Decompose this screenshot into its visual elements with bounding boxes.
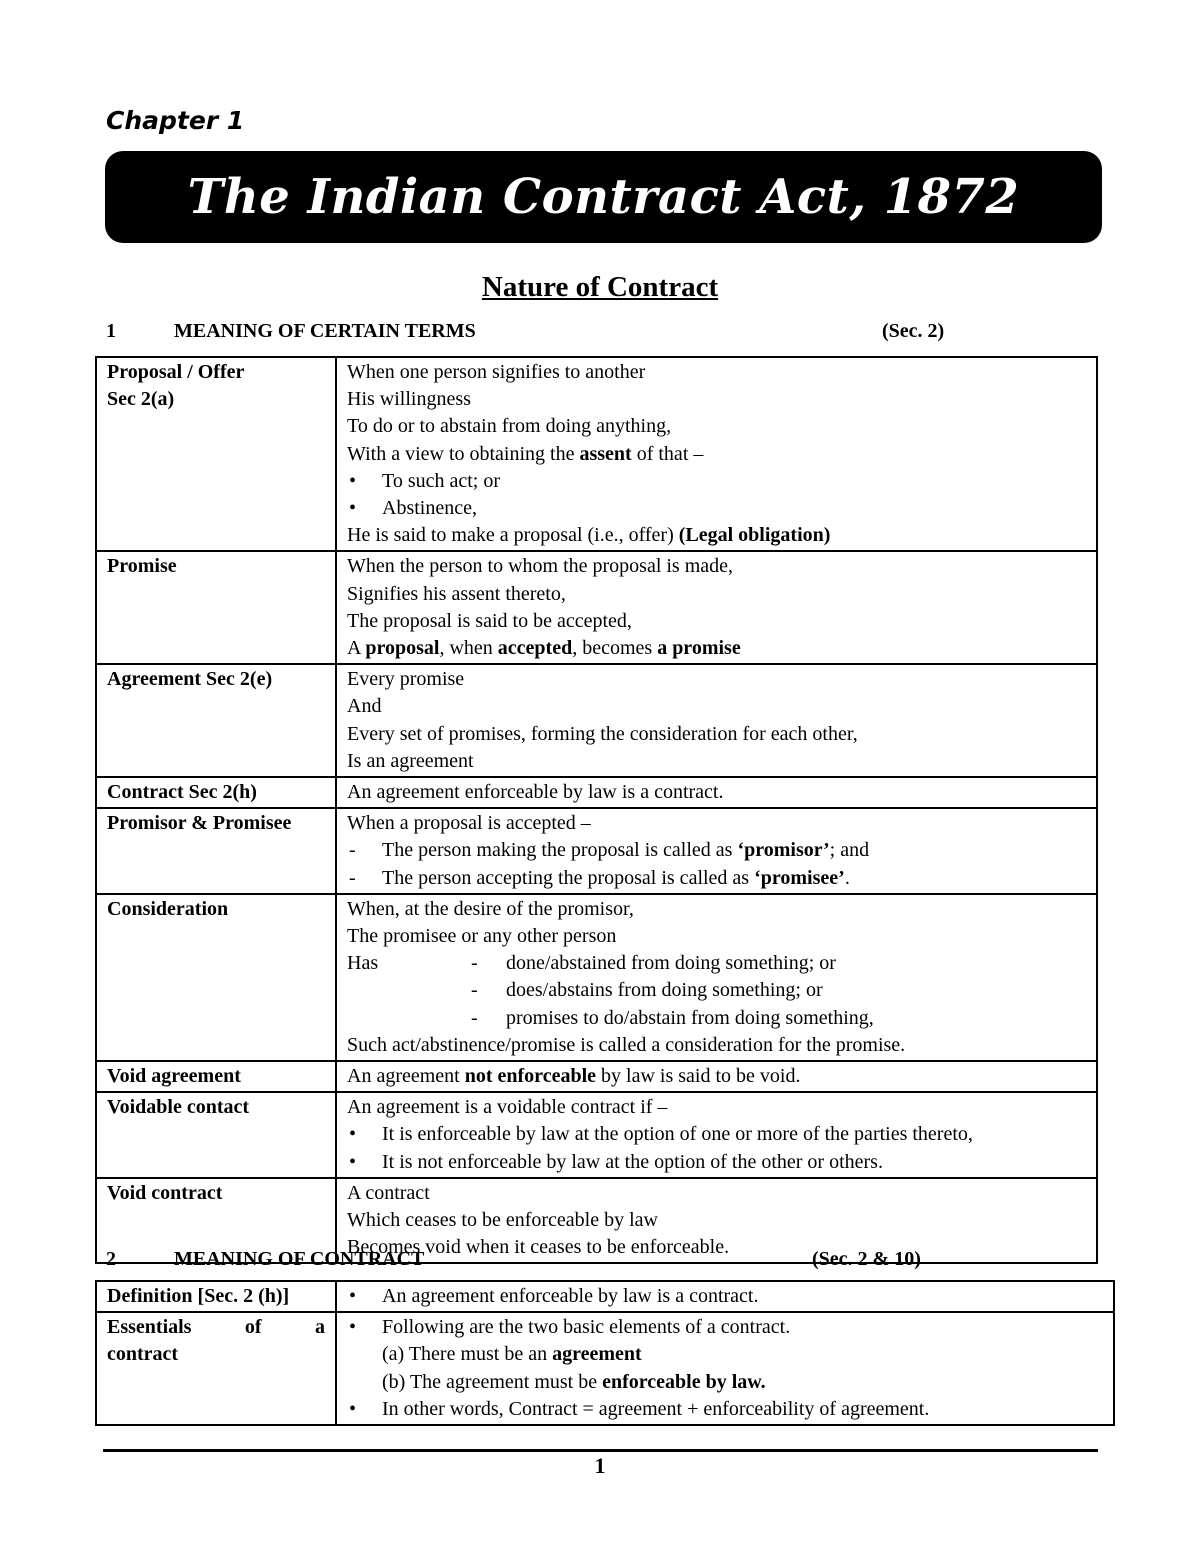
definition-line: With a view to obtaining the assent of that – [347, 442, 704, 465]
bullet-item: • Following are the two basic elements of a contract. [347, 1314, 1103, 1341]
bullet-icon: • [349, 1150, 357, 1173]
term-label-continued: contract [107, 1343, 179, 1366]
definition-line: The promisee or any other person [347, 925, 617, 948]
table-row [96, 1281, 1114, 1312]
definition-line: To do or to abstain from doing anything, [347, 415, 672, 438]
term-label: Promise [107, 555, 177, 578]
bullet-icon: • [349, 1285, 357, 1307]
section-2-number: 2 [106, 1248, 116, 1270]
term-cell [96, 1281, 336, 1312]
definition-line: When, at the desire of the promisor, [347, 897, 634, 920]
term-cell [96, 1092, 336, 1178]
definition-line: His willingness [347, 388, 471, 411]
definition-line: An agreement enforceable by law is a contract. [347, 781, 724, 804]
term-cell [96, 777, 336, 808]
table-row [96, 777, 1097, 808]
page-number: 1 [594, 1453, 606, 1478]
dash-item: - The person making the proposal is called as ‘promisor’; and [347, 837, 1086, 864]
term-cell [96, 1312, 336, 1425]
table-row [96, 551, 1097, 664]
definition-cell [336, 894, 1097, 1061]
bullet-icon: • [349, 497, 357, 520]
document-title: The Indian Contract Act, 1872 [187, 169, 1020, 225]
section-1-title: MEANING OF CERTAIN TERMS [174, 320, 476, 342]
has-item: - promises to do/abstain from doing something, [347, 1005, 1086, 1032]
definition-line: Such act/abstinence/promise is called a consideration for the promise. [347, 1033, 906, 1056]
bullet-icon: • [349, 1316, 357, 1339]
definition-cell [336, 1281, 1114, 1312]
bullet-icon: • [349, 1123, 357, 1146]
term-label: Essentials of a [107, 1316, 325, 1339]
definition-line: An agreement not enforceable by law is said to be void. [347, 1065, 801, 1088]
table-row [96, 1312, 1114, 1425]
bullet-icon: • [349, 469, 357, 492]
definition-line: Signifies his assent thereto, [347, 582, 566, 605]
definition-line: Every set of promises, forming the consideration for each other, [347, 722, 858, 745]
dash-icon: - [349, 839, 356, 862]
definition-line: When the person to whom the proposal is made, [347, 555, 734, 578]
sub-item: (b) The agreement must be enforceable by law. [382, 1370, 766, 1393]
definition-cell [336, 1092, 1097, 1178]
bullet-item: • It is not enforceable by law at the option of the other or others. [347, 1149, 1086, 1176]
term-cell [96, 808, 336, 894]
definition-line: Becomes void when it ceases to be enforceable. [347, 1236, 730, 1259]
definition-line: A contract [347, 1181, 430, 1204]
term-label: Proposal / Offer [107, 361, 245, 383]
definition-line: He is said to make a proposal (i.e., offer) (Legal obligation) [347, 524, 831, 547]
definition-cell [336, 357, 1097, 551]
term-label: Promisor & Promisee [107, 812, 292, 835]
dash-icon: - [349, 866, 356, 889]
term-cell [96, 894, 336, 1061]
bullet-item: • In other words, Contract = agreement + enforceability of agreement. [347, 1396, 1103, 1423]
bullet-item: • It is enforceable by law at the option of one or more of the parties thereto, [347, 1121, 1086, 1148]
term-label: Definition [Sec. 2 (h)] [107, 1285, 290, 1307]
table-row [96, 664, 1097, 777]
table-row [96, 894, 1097, 1061]
dash-icon: - [471, 1006, 478, 1029]
definition-cell [336, 664, 1097, 777]
definition-line: When one person signifies to another [347, 361, 646, 383]
definition-line: Is an agreement [347, 749, 474, 772]
definition-line: The proposal is said to be accepted, [347, 609, 632, 632]
has-label: Has [347, 952, 379, 975]
section-2-ref: (Sec. 2 & 10) [812, 1248, 921, 1270]
definition-line: Every promise [347, 668, 465, 691]
definition-cell [336, 551, 1097, 664]
bullet-item: • Abstinence, [347, 495, 1086, 522]
table-row [96, 1092, 1097, 1178]
table-row [96, 808, 1097, 894]
has-item: - does/abstains from doing something; or [347, 977, 1086, 1004]
definition-line: Which ceases to be enforceable by law [347, 1209, 658, 1232]
term-label: Contract Sec 2(h) [107, 781, 257, 804]
definition-cell [336, 808, 1097, 894]
has-item: Has - done/abstained from doing something; or [347, 950, 1086, 977]
section-1-heading [106, 320, 986, 348]
table-row [96, 357, 1097, 551]
definition-line: When a proposal is accepted – [347, 812, 591, 835]
term-cell [96, 1061, 336, 1092]
term-label: Void contract [107, 1181, 223, 1204]
term-cell [96, 551, 336, 664]
section-2-heading [106, 1248, 986, 1276]
term-label: Agreement Sec 2(e) [107, 668, 273, 691]
footer-rule [103, 1449, 1098, 1452]
section-2-title: MEANING OF CONTRACT [174, 1248, 425, 1270]
term-label: Voidable contact [107, 1096, 250, 1119]
term-label: Void agreement [107, 1065, 241, 1088]
terms-table [95, 356, 1098, 1264]
bullet-item: • To such act; or [347, 468, 1086, 495]
dash-icon: - [471, 979, 478, 1002]
dash-item: - The person accepting the proposal is called as ‘promisee’. [347, 865, 1086, 892]
term-section: Sec 2(a) [107, 388, 175, 411]
term-label: Consideration [107, 897, 229, 920]
definition-cell [336, 777, 1097, 808]
definition-line: An agreement is a voidable contract if – [347, 1096, 668, 1119]
term-cell [96, 664, 336, 777]
term-cell [96, 357, 336, 551]
definition-cell [336, 1312, 1114, 1425]
definition-line: A proposal, when accepted, becomes a promise [347, 637, 741, 660]
section-1-ref: (Sec. 2) [882, 320, 945, 342]
chapter-label: Chapter 1 [106, 106, 245, 135]
document-title-banner [105, 151, 1102, 243]
bullet-icon: • [349, 1397, 357, 1420]
sub-item: (a) There must be an agreement [382, 1343, 642, 1366]
bullet-item: • An agreement enforceable by law is a contract. [347, 1283, 1103, 1310]
definition-line: And [347, 695, 382, 718]
dash-icon: - [471, 952, 478, 975]
definition-cell [336, 1061, 1097, 1092]
section-1-number: 1 [106, 320, 116, 342]
section-subtitle: Nature of Contract [481, 271, 719, 303]
contract-table [95, 1280, 1115, 1426]
table-row [96, 1061, 1097, 1092]
